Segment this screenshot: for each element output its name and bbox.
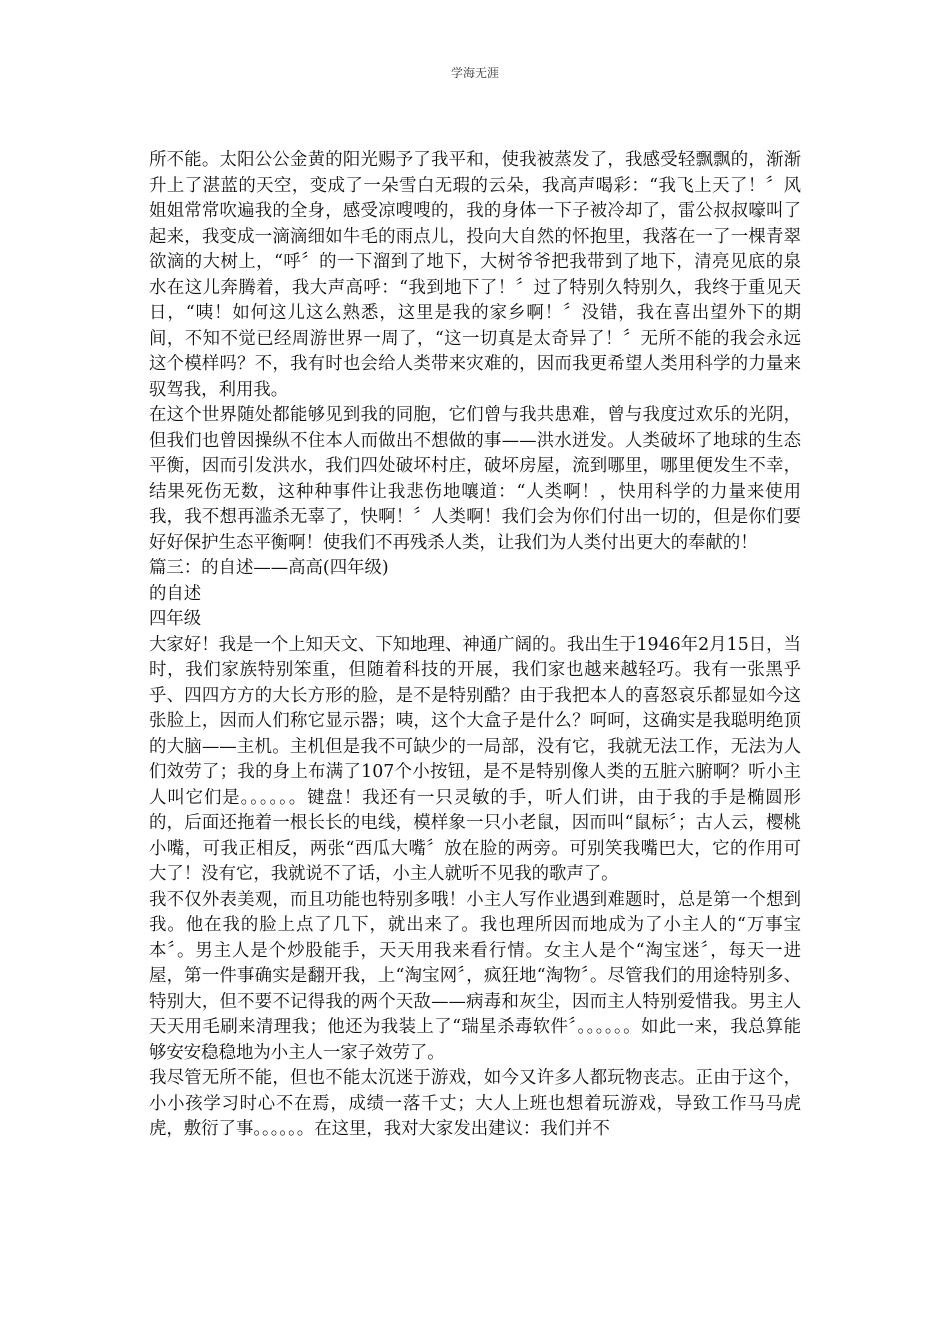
essay-subtitle: 的自述: [149, 583, 202, 604]
paragraph-computer-functions: 我不仅外表美观，而且功能也特别多哦！小主人写作业遇到难题时，总是第一个想到我。他在我的脸上点了几下，就出来了。我也理所因而地成为了小主人的“万事宝本〞。男主人是个炒股能手，天天用我来看行情。女主人是个“淘宝迷〞，每天一进屋，第一件事确实是翻开我，上“淘宝网〞，疯狂地“淘物〞。尽管我们的用途特别多、特别大，但不要不记得我的两个天敌——病毒和灰尘，因而主人特别爱惜我。男主人天天用毛刷来清理我；他还为我装上了“瑞星杀毒软件〞。。。。。。如此一来，我总算能够安安稳稳地为小主人一家子效劳了。: [149, 889, 801, 1063]
paragraph-computer-advice: 我尽管无所不能，但也不能太沉迷于游戏，如今又许多人都玩物丧志。正由于这个，小小孩学习时心不在焉，成绩一落千丈；大人上班也想着玩游戏，导致工作马马虎虎，敷衍了事。。。。。。在这里，我对大家发出建议：我们并不: [149, 1068, 801, 1139]
paragraph-computer-intro: 大家好！我是一个上知天文、下知地理、神通广阔的。我出生于1946年2月15日，当时，我们家族特别笨重，但随着科技的开展，我们家也越来越轻巧。我有一张黑乎乎、四四方方的大长方形的脸，是不是特别酷？由于我把本人的喜怒哀乐都显如今这张脸上，因而人们称它显示器；咦，这个大盒子是什么？呵呵，这确实是我聪明绝顶的大脑——主机。主机但是我不可缺少的一局部，没有它，我就无法工作，无法为人们效劳了；我的身上布满了107个小按钮，是不是特别像人类的五脏六腑啊？听小主人叫它们是。。。。。。键盘！我还有一只灵敏的手，听人们讲，由于我的手是椭圆形的，后面还拖着一根长长的电线，模样象一只小老鼠，因而叫“鼠标〞；古人云，樱桃小嘴，可我正相反，两张“西瓜大嘴〞放在脸的两旁。可别笑我嘴巴大，它的作用可大了！没有它，我就说不了话，小主人就听不见我的歌声了。: [149, 634, 801, 884]
paragraph-flood: 在这个世界随处都能够见到我的同胞，它们曾与我共患难，曾与我度过欢乐的光阴，但我们也曾因操纵不住本人而做出不想做的事——洪水迸发。人类破坏了地球的生态平衡，因而引发洪水，我们四处破坏村庄，破坏房屋，流到哪里，哪里便发生不幸，结果死伤无数，这种种事件让我悲伤地嚷道：“人类啊！，快用科学的力量来使用我，我不想再滥杀无辜了，快啊！〞人类啊！我们会为你们付出一切的，但是你们要好好保护生态平衡啊！使我们不再残杀人类，让我们为人类付出更大的奉献的！: [149, 405, 801, 553]
essay-grade: 四年级: [149, 609, 202, 629]
paragraph-water-cycle: 所不能。太阳公公金黄的阳光赐予了我平和，使我被蒸发了，我感受轻飘飘的，渐渐升上了湛蓝的天空，变成了一朵雪白无瑕的云朵，我高声喝彩：“我飞上天了！〞风姐姐常常吹遍我的全身，感受凉嗖嗖的，我的身体一下子被冷却了，雷公叔叔嚎叫了起来，我变成一滴滴细如牛毛的雨点儿，投向大自然的怀抱里，我落在一了一棵青翠欲滴的大树上，“呼〞的一下溜到了地下，大树爷爷把我带到了地下，清亮见底的泉水在这儿奔腾着，我大声高呼：“我到地下了！〞过了特别久特别久，我终于重见天日，“咦！如何这儿这么熟悉，这里是我的家乡啊！〞没错，我在喜出望外下的期间，不知不觉已经周游世界一周了，“这一切真是太奇异了！〞无所不能的我会永远这个模样吗？不，我有时也会给人类带来灾难的，因而我更希望人类用科学的力量来驭驾我，利用我。: [149, 150, 801, 400]
page-header: 学海无涯: [450, 66, 499, 80]
document-body: [149, 148, 801, 1143]
essay-title: 篇三：的自述——高高(四年级): [149, 558, 389, 578]
